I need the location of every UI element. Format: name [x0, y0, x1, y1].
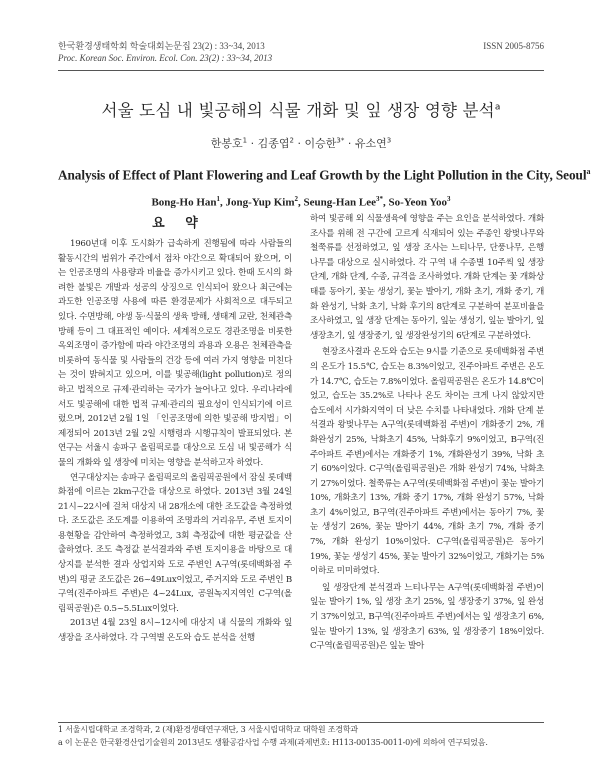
running-head: [58, 40, 544, 64]
author-en-mark: 3: [447, 195, 451, 204]
author-kr: 김종엽: [257, 137, 290, 150]
author-en: Seung-Han Lee: [303, 197, 376, 210]
left-column: [58, 212, 292, 654]
author-en-mark: 1: [216, 195, 221, 204]
body-paragraph: 2013년 4월 23일 8시~12시에 대상지 내 식물의 개화와 잎 생장을 조사하였다. 각 구역별 온도와 습도 분석을 선행: [58, 618, 292, 644]
author-en: Jong-Yup Kim: [225, 197, 295, 210]
english-authors: Bong-Ho Han$^1$, Jong-Yup Kim$^2$, Seung-Han Lee$^{3*}$, So-Yeon Yoo$^3$: [151, 195, 451, 210]
right-column: [310, 212, 544, 654]
author-kr-mark: 3: [386, 136, 392, 145]
footnote-funding: a 이 논문은 한국환경산업기술원의 2013년도 생활공감사업 수행 과제(과제번호: H113-00135-0011-0)에 의하여 연구되었음.: [58, 738, 488, 747]
english-title-mark: a: [586, 167, 591, 176]
header-rule: [58, 70, 544, 71]
author-kr-mark: 2: [289, 136, 294, 145]
journal-citation-en: Proc. Korean Soc. Environ. Ecol. Con. 23(2) : 33~34, 2013: [58, 53, 273, 63]
author-kr: 이승한: [304, 137, 337, 150]
body-paragraph: 잎 생장단계 분석결과 느티나무는 A구역(롯데백화점 주변)이 잎눈 발아기 1%, 잎 생장 초기 25%, 잎 생장중기 37%, 잎 완성기 37%이었고, B구역(진주아파트 주변)에서는 잎 생장초기 6%, 잎눈 발아기 13%, 잎 생장초기 63%, 잎 생장중기 18%이었다. C구역(올림픽공원)은 잎눈 발아: [310, 582, 544, 652]
issn: ISSN 2005-8756: [483, 41, 544, 51]
abstract-heading: 요 약: [152, 216, 206, 231]
author-en: So-Yeon Yoo: [388, 197, 448, 210]
body-paragraph: 연구대상지는 송파구 올림픽로의 올림픽공원에서 잠실 롯데백화점에 이르는 2km구간을 대상으로 하였다. 2013년 3월 24일 21시~22시에 걸쳐 대상지 내 28개소에 대한 조도값을 측정하였다. 조도값은 조도계를 이용하여 조명과의 거리유무, 주변 토지이용현황을 감안하여 측정하였고, 3회 측정값에 대한 평균값을 산출하였다. 조도 측정값 분석결과와 주변 토지이용을 바탕으로 대상지를 분석한 결과 상업지와 도로 주변인 A구역(롯데백화점 주변)의 평균 조도값은 26~49Lux이었고, 주거지와 도로 주변인 B구역(진주아파트 주변)은 4~24Lux, 공원녹지지역인 C구역(올림픽공원)은 0.5~5.5Lux이었다.: [58, 472, 292, 614]
body-columns: [58, 212, 544, 654]
journal-citation: [58, 40, 272, 64]
footnote-affiliations: 1 서울시립대학교 조경학과, 2 (재)환경생태연구재단, 3 서울시립대학교 대학원 조경학과: [58, 725, 358, 734]
korean-title-text: 서울 도심 내 빛공해의 식물 개화 및 잎 생장 영향 분석: [101, 101, 495, 120]
footnotes: [58, 722, 544, 749]
author-kr-mark: 3*: [336, 136, 345, 145]
korean-title: [58, 97, 544, 121]
body-paragraph: 하여 빛공해 외 식물생육에 영향을 주는 요인을 분석하였다. 개화 조사를 위해 전 구간에 고르게 식재되어 있는 주종인 왕벚나무와 철쭉류를 선정하였고, 잎 생장 조사는 느티나무, 단풍나무, 은행나무를 대상으로 실시하였다. 각 구역 내 수종별 10주씩 잎 생장 단계, 개화 단계, 수종, 규격을 조사하였다. 개화 단계는 꽃 개화상태를 동아기, 꽃눈 생성기, 꽃눈 발아기, 개화 초기, 개화 중기, 개화 완성기, 낙화 초기, 낙화 후기의 8단계로 구분하여 분포비율을 조사하였고, 잎 생장 단계는 동아기, 잎눈 생성기, 잎눈 발아기, 잎생장초기, 잎 생장중기, 잎 생장완성기의 6단계로 구분하였다.: [310, 214, 544, 341]
author-kr: 유소연: [354, 137, 387, 150]
korean-title-mark: a: [494, 102, 501, 113]
english-title: [58, 167, 591, 183]
author-kr-mark: 1: [242, 136, 248, 145]
english-title-text: Analysis of Effect of Plant Flowering and Leaf Growth by the Light Pollution in the City, Seoul: [58, 167, 587, 183]
author-en-mark: 2: [294, 195, 299, 204]
korean-authors: 한봉호$^1$ · 김종엽$^2$ · 이승한$^{3*}$ · 유소연$^3$: [210, 136, 392, 150]
author-kr: 한봉호: [210, 137, 243, 150]
author-en-mark: 3*: [375, 195, 383, 204]
body-paragraph: 1960년대 이후 도시화가 급속하게 진행됨에 따라 사람들의 활동시간의 범위가 주간에서 점차 야간으로 확대되어 왔으며, 이는 인공조명의 사용량과 비율을 증가시키고 있다. 한때 도시의 화려한 불빛은 개발과 성공의 상징으로 인식되어 왔으나 최근에는 과도한 인공조명 사용에 따른 환경문제가 사회적으로 대두되고 있다. 수면방해, 야생 동·식물의 생육 방해, 생태계 교란, 천체관측 방해 등이 그 대표적인 예이다. 세계적으로도 경관조명을 비롯한 옥외조명이 증가함에 따라 야간조명의 과용과 오용은 천체관측을 비롯하여 동식물 및 사람들의 건강 등에 여러 가지 영향을 미친다는 것이 밝혀지고 있으며, 이를 빛공해(light pollution)로 정의하고 법적으로 규제·관리하는 국가가 늘어나고 있다. 우리나라에서도 빛공해에 대한 법적 규제·관리의 필요성이 인식되기에 이르렀으며, 2012년 2월 1일 「인공조명에 의한 빛공해 방지법」이 제정되어 2013년 2월 2일 시행령과 시행규칙이 발표되었다. 본 연구는 서울시 송파구 올림픽로를 대상으로 도심 내 빛공해가 식물의 개화와 잎 생장에 미치는 영향을 분석하고자 하였다.: [58, 239, 292, 468]
body-paragraph: 현장조사결과 온도와 습도는 9시를 기준으로 롯데백화점 주변의 온도가 15.5℃, 습도는 8.3%이었고, 진주아파트 주변은 온도가 14.7℃, 습도는 7.8%이었다. 올림픽공원은 온도가 14.8℃이었고, 습도는 35.2%로 나타나 온도 차이는 크게 나지 않았지만 습도에서 시가화지역이 더 낮은 수치를 나타내었다. 개화 단계 분석결과 왕벚나무는 A구역(롯데백화점 주변)이 개화중기 2%, 개화완성기 25%, 낙화초기 45%, 낙화후기 9%이었고, B구역(진주아파트 주변)에서는 개화중기 1%, 개화완성기 39%, 낙화 초기 60%이었다. C구역(올림픽공원)은 개화 완성기 74%, 낙화초기 27%이었다. 철쭉류는 A구역(롯데백화점 주변)이 꽃눈 발아기 10%, 개화초기 13%, 개화 중기 17%, 개화 완성기 57%, 낙화 초기 4%이었고, B구역(진주아파트 주변)에서는 동아기 7%, 꽃눈 생성기 26%, 꽃눈 발아기 44%, 개화 초기 7%, 개화 중기 7%, 개화 완성기 10%이었다. C구역(올림픽공원)은 동아기 19%, 꽃눈 생성기 45%, 꽃눈 발아기 32%이었고, 개화기는 5% 이하로 미미하였다.: [310, 347, 544, 577]
author-en: Bong-Ho Han: [151, 197, 217, 210]
journal-citation-kr: 한국환경생태학회 학술대회논문집 23(2) : 33~34, 2013: [58, 41, 265, 51]
